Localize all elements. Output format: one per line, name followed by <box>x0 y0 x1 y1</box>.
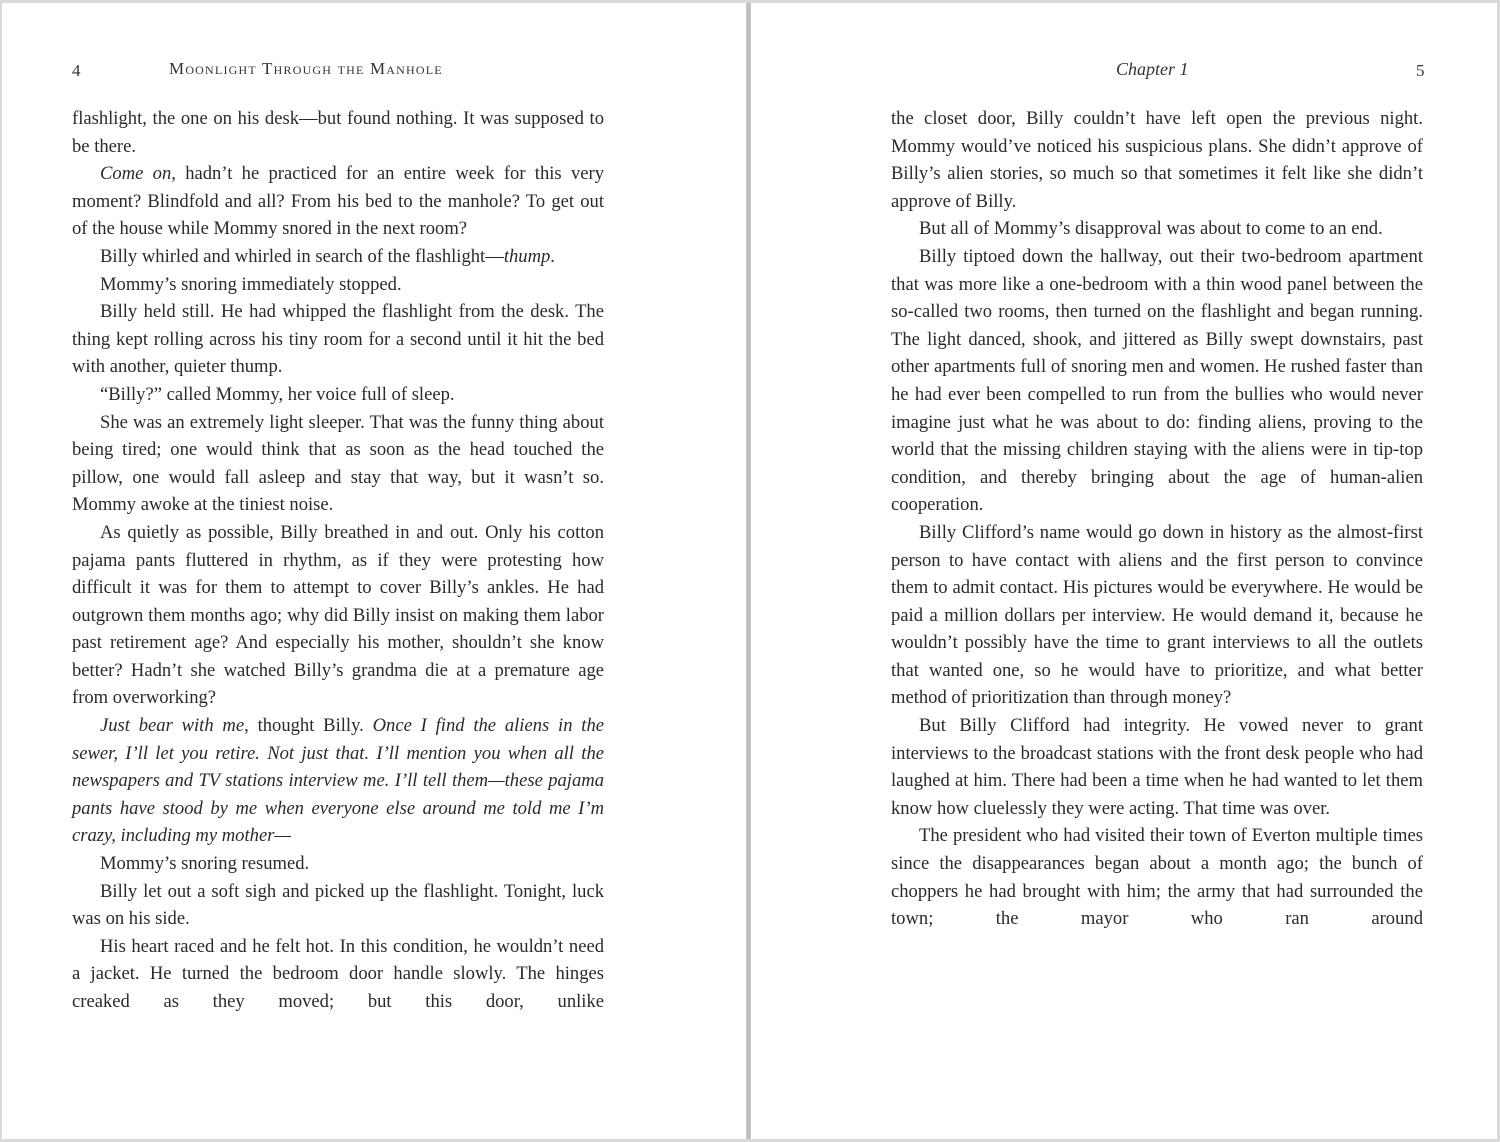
paragraph: flashlight, the one on his desk—but found nothing. It was supposed to be there. <box>72 108 604 157</box>
paragraph: “Billy?” called Mommy, her voice full of sleep. <box>100 383 455 405</box>
page-number: 5 <box>1416 61 1425 80</box>
paragraph: Come on, hadn’t he practiced for an entire week for this very moment? Blindfold and all? From his bed to the manhole? To get out of the house while Mommy snored in the next room? <box>72 163 604 240</box>
paragraph: Billy whirled and whirled in search of the flashlight—thump. <box>100 245 555 267</box>
page-number: 4 <box>72 61 81 80</box>
paragraph: The president who had visited their town of Everton multiple times since the disappearances began about a month ago; the bunch of choppers he had brought with him; the army that had surrounded the town; the mayor who ran around <box>891 825 1423 930</box>
paragraph: Billy held still. He had whipped the flashlight from the desk. The thing kept rolling across his tiny room for a second until it hit the bed with another, quieter thump. <box>72 301 604 378</box>
paragraph: the closet door, Billy couldn’t have left open the previous night. Mommy would’ve noticed his suspicious plans. She didn’t approve of Billy’s alien stories, so much so that sometimes it felt like she didn’t approve of Billy. <box>891 108 1423 212</box>
paragraph: Mommy’s snoring immediately stopped. <box>100 273 402 295</box>
paragraph: Billy Clifford’s name would go down in history as the almost-first person to have contact with aliens and the first person to convince them to admit contact. His pictures would be everywhere. He would be paid a million dollars per interview. He would demand it, because he wouldn’t possibly have the time to grant interviews to all the outlets that wanted one, so he would have to prioritize, and what better method of prioritization than through money? <box>891 521 1423 709</box>
left-page <box>2 3 747 1139</box>
paragraph: But all of Mommy’s disapproval was about to come to an end. <box>919 218 1383 240</box>
right-body-text <box>891 105 1423 933</box>
paragraph: Billy let out a soft sigh and picked up the flashlight. Tonight, luck was on his side. <box>72 880 604 930</box>
left-body-text <box>72 105 604 1016</box>
paragraph: But Billy Clifford had integrity. He vowed never to grant interviews to the broadcast stations with the front desk people who had laughed at him. There had been a time when he had wanted to let them know how cluelessly they were acting. That time was over. <box>891 715 1423 819</box>
paragraph: As quietly as possible, Billy breathed in and out. Only his cotton pajama pants fluttered in rhythm, as if they were protesting how difficult it was for them to attempt to cover Billy’s ankles. He had outgrown them months ago; why did Billy insist on making them labor past retirement age? And especially his mother, shouldn’t she know better? Hadn’t she watched Billy’s grandma die at a premature age from overworking? <box>72 521 604 709</box>
paragraph: Billy tiptoed down the hallway, out their two-bedroom apartment that was more like a one-bedroom with a thin wood panel between the so-called two rooms, then turned on the flashlight and began running. The light danced, shook, and jittered as Billy swept downstairs, past other apartments full of snoring men and women. He rushed faster than he had ever been compelled to run from the bullies who would never imagine just what he was about to do: finding aliens, proving to the world that the missing children staying with the aliens were in tip-top condition, and thereby bringing about the age of human-alien cooperation. <box>891 245 1423 516</box>
chapter-title: Chapter 1 <box>1116 59 1189 79</box>
paragraph: His heart raced and he felt hot. In this condition, he wouldn’t need a jacket. He turned the bedroom door handle slowly. The hinges creaked as they moved; but this door, unlike <box>72 935 604 1012</box>
paragraph: Just bear with me, thought Billy. Once I find the aliens in the sewer, I’ll let you retire. Not just that. I’ll mention you when all the newspapers and TV stations interview me. I’ll tell them—these pajama pants have stood by me when everyone else around me told me I’m crazy, including my mother— <box>72 715 604 847</box>
running-title: Moonlight Through the Manhole <box>169 59 443 78</box>
right-page <box>750 3 1497 1139</box>
paragraph: Mommy’s snoring resumed. <box>100 853 310 875</box>
paragraph: She was an extremely light sleeper. That was the funny thing about being tired; one would think that as soon as the head touched the pillow, one would fall asleep and stay that way, but it wasn’t so. Mommy awoke at the tiniest noise. <box>72 411 604 516</box>
